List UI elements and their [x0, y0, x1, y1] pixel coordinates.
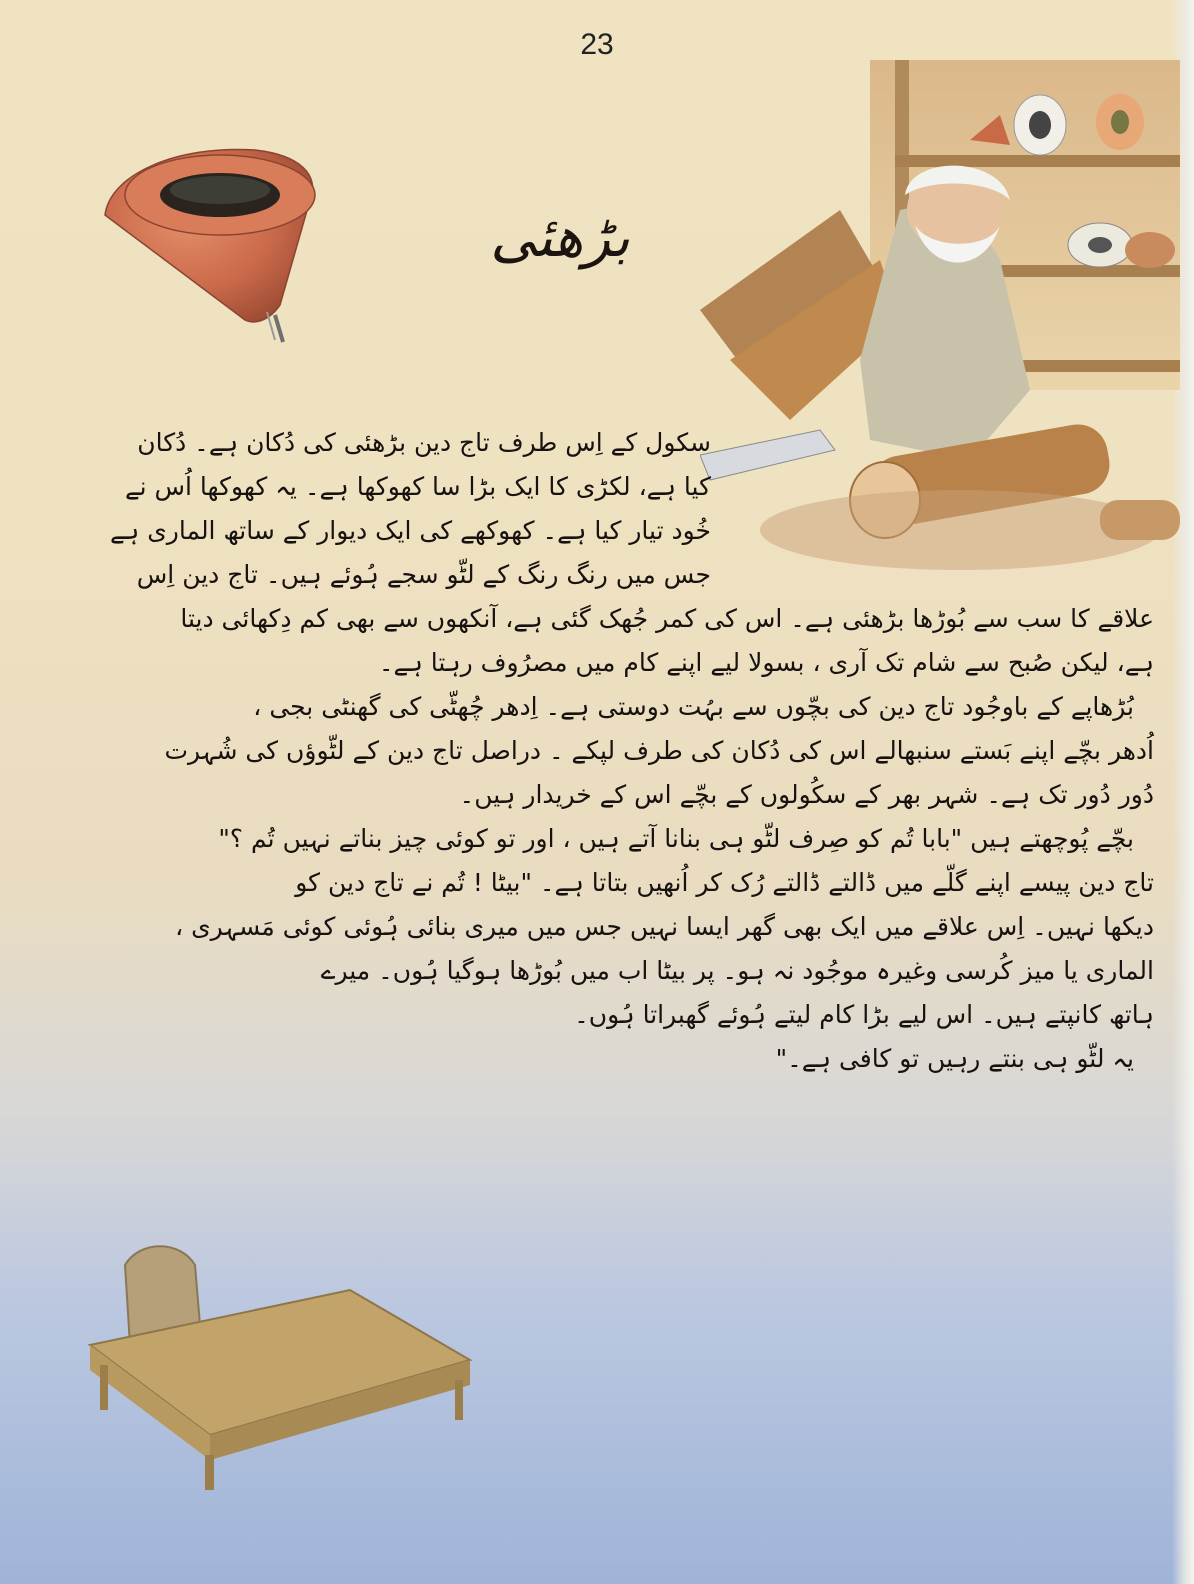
text-line: یہ لٹّو ہی بنتے رہیں تو کافی ہے۔" [775, 1044, 1134, 1073]
carpenter-illustration [700, 60, 1180, 580]
page-number: 23 [580, 28, 614, 61]
bed-illustration [70, 1235, 480, 1495]
text-line: ہے، لیکن صُبح سے شام تک آری ، بسولا لیے اپنے کام میں مصرُوف رہتا ہے۔ [378, 648, 1154, 677]
text-line: اُدھر بچّے اپنے بَستے سنبھالے اس کی دُکان کی طرف لپکے ۔ دراصل تاج دین کے لٹّوؤں کی شُہرت [164, 736, 1154, 765]
text-line: ہاتھ کانپتے ہیں۔ اس لیے بڑا کام لیتے ہُوئے گھبراتا ہُوں۔ [574, 1000, 1154, 1029]
text-line: جس میں رنگ رنگ کے لٹّو سجے ہُوئے ہیں۔ تاج دین اِس [136, 560, 711, 589]
text-line: کیا ہے، لکڑی کا ایک بڑا سا کھوکھا ہے۔ یہ کھوکھا اُس نے [124, 472, 711, 501]
text-line: الماری یا میز کُرسی وغیرہ موجُود نہ ہو۔ پر بیٹا اب میں بُوڑھا ہوگیا ہُوں۔ میرے [320, 956, 1154, 985]
text-line: تاج دین پیسے اپنے گلّے میں ڈالتے ڈالتے رُک کر اُنھیں بتاتا ہے۔ "بیٹا ! تُم نے تاج دین کو [295, 868, 1154, 897]
text-line: سکول کے اِس طرف تاج دین بڑھئی کی دُکان ہے۔ دُکان [137, 428, 711, 457]
text-line: دُور دُور تک ہے۔ شہر بھر کے سکُولوں کے بچّے اس کے خریدار ہیں۔ [459, 780, 1154, 809]
text-line: بچّے پُوچھتے ہیں "بابا تُم کو صِرف لٹّو ہی بنانا آتے ہیں ، اور تو کوئی چیز بناتے نہیں تُم ؟" [218, 824, 1134, 853]
text-line: خُود تیار کیا ہے۔ کھوکھے کی ایک دیوار کے ساتھ الماری ہے [109, 516, 711, 545]
text-line: بُڑھاپے کے باوجُود تاج دین کی بچّوں سے بہُت دوستی ہے۔ اِدھر چُھٹّی کی گھنٹی بجی ، [253, 692, 1134, 721]
text-line: دیکھا نہیں۔ اِس علاقے میں ایک بھی گھر ایسا نہیں جس میں میری بنائی ہُوئی کوئی مَسہری ، [175, 912, 1154, 941]
spinning-top-illustration [95, 120, 345, 350]
chapter-title: بڑھئی [490, 205, 630, 270]
text-line: علاقے کا سب سے بُوڑھا بڑھئی ہے۔ اس کی کمر جُھک گئی ہے، آنکھوں سے بھی کم دِکھائی دیتا [180, 604, 1154, 633]
